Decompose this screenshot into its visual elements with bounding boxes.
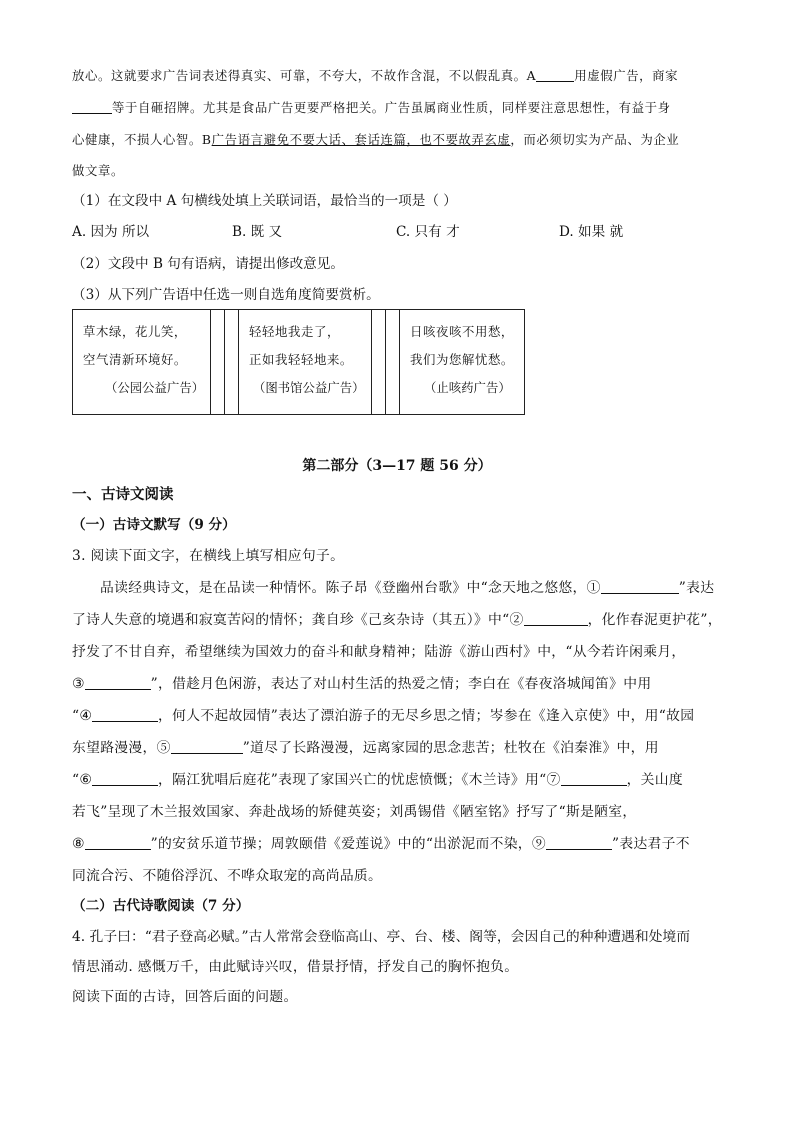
underlined-sentence-b: 广告语言避免不要大话、套话连篇，也不要故弄玄虚 [211,132,511,147]
table-divider [225,310,239,415]
ad-caption: （公园公益广告） [105,380,205,395]
table-divider [211,310,225,415]
answer-blank-6[interactable] [92,771,158,786]
ad-cell-park [73,310,211,415]
answer-blank-4[interactable] [92,707,158,722]
passage-text: “⑥ [72,772,93,788]
intro-text: 用虚假广告，商家 [574,68,679,83]
intro-text: ，而必须切实为产品、为企业 [510,132,680,147]
question-4-line-2: 情思涌动. 感慨万千，由此赋诗兴叹，借景抒情，抒发自己的胸怀抱负。 [72,959,519,975]
passage-line-5 [72,706,694,726]
answer-blank[interactable] [536,67,574,82]
intro-text: 放心。这就要求广告词表述得真实、可靠，不夸大，不故作含混，不以假乱真。A [72,68,537,83]
answer-blank-3[interactable] [85,675,151,690]
ad-slogans-table [72,309,525,415]
passage-text: ”表达 [678,580,715,596]
passage-line-2 [72,610,722,630]
passage-text: 品读经典诗文，是在品读一种情怀。陈子昂《登幽州台歌》中“念天地之悠悠，① [100,580,601,596]
intro-line-3 [72,130,679,150]
passage-line-3: 抒发了不甘自弃，希望继续为国效力的奋斗和献身精神；陆游《游山西村》中，“从今若许闲乘月， [72,644,686,660]
question-3-stem: （3）从下列广告语中任选一则自选角度简要赏析。 [72,287,380,303]
passage-text: ，关山度 [626,772,683,788]
passage-text: “④ [72,708,93,724]
answer-blank-9[interactable] [546,835,612,850]
option-a[interactable]: A. 因为 所以 [72,224,150,240]
passage-text: ③ [72,676,85,692]
answer-blank[interactable] [72,99,112,114]
ad-line: 草木绿，花儿笑， [83,324,187,339]
passage-text: 了诗人失意的境遇和寂寞苦闷的情怀；龚自珍《己亥杂诗（其五）》中“② [72,612,524,628]
option-c[interactable]: C. 只有 才 [396,224,460,240]
question-3-main-stem: 3. 阅读下面文字，在横线上填写相应句子。 [72,548,345,564]
table-divider [372,310,386,415]
ad-line: 我们为您解忧愁。 [410,352,514,367]
question-1-stem: （1）在文段中 A 句横线处填上关联词语，最恰当的一项是（ ） [72,193,457,209]
passage-text: ”道尽了长路漫漫，远离家园的思念悲苦；杜牧在《泊秦淮》中，用 [242,740,659,756]
answer-blank-8[interactable] [85,835,151,850]
option-d[interactable]: D. 如果 就 [559,224,624,240]
intro-text: 心健康，不损人心智。B [72,132,212,147]
passage-line-9 [72,834,690,854]
passage-line-6 [72,738,659,758]
passage-text: ”，借趁月色闲游，表达了对山村生活的热爱之情；李白在《春夜洛城闻笛》中用 [150,676,652,692]
passage-text: ”表达君子不 [612,836,690,852]
passage-line-8: 若飞”呈现了木兰报效国家、奔赴战场的矫健英姿；刘禹锡借《陋室铭》抒写了“斯是陋室， [72,804,637,820]
ad-caption: （止咳药广告） [424,380,511,395]
ad-line: 正如我轻轻地来。 [249,352,353,367]
answer-blank-1[interactable] [601,579,679,594]
intro-line-4: 做文章。 [72,163,124,178]
option-b[interactable]: B. 既 又 [232,224,283,240]
intro-text: 等于自砸招牌。尤其是食品广告更要严格把关。广告虽属商业性质，同样要注意思想性，有益于身 [112,100,671,115]
intro-line-2 [72,98,671,118]
passage-text: ”的安贫乐道节操；周敦颐借《爱莲说》中的“出淤泥而不染，⑨ [150,836,546,852]
passage-line-4 [72,674,651,694]
ad-line: 日咳夜咳不用愁， [410,324,514,339]
intro-line-1 [72,66,678,86]
passage-text: ，化作春泥更护花”， [587,612,722,628]
question-2-stem: （2）文段中 B 句有语病，请提出修改意见。 [72,256,344,272]
ad-line: 空气清新环境好。 [83,352,187,367]
table-divider [386,310,400,415]
question-4-line-1: 4. 孔子曰：“君子登高必赋。”古人常常会登临高山、亭、台、楼、阁等，会因自己的种种遭遇和处境而 [72,929,691,945]
section-1-title: 一、古诗文阅读 [72,486,174,503]
passage-line-1 [100,578,714,598]
passage-text: 东望路漫漫，⑤ [72,740,171,756]
ad-line: 轻轻地我走了， [249,324,340,339]
question-4-line-3: 阅读下面的古诗，回答后面的问题。 [72,989,298,1005]
passage-line-7 [72,770,683,790]
question-1-options [72,222,732,242]
answer-blank-7[interactable] [561,771,627,786]
part-2-title: 第二部分（3—17 题 56 分） [302,458,492,474]
passage-text: ，何人不起故园情”表达了漂泊游子的无尽乡思之情；岑参在《逢入京使》中，用“故园 [158,708,695,724]
subsection-1-title: （一）古诗文默写（9 分） [72,517,236,533]
ad-cell-library [239,310,372,415]
answer-blank-5[interactable] [171,739,243,754]
ad-caption: （图书馆公益广告） [253,380,365,395]
passage-line-10: 同流合污、不随俗浮沉、不哗众取宠的高尚品质。 [72,868,383,884]
subsection-2-title: （二）古代诗歌阅读（7 分） [72,898,250,914]
passage-text: ，隔江犹唱后庭花”表现了家国兴亡的忧虑愤慨；《木兰诗》用“⑦ [158,772,561,788]
ad-cell-cough [400,310,525,415]
answer-blank-2[interactable] [524,611,588,626]
passage-text: ⑧ [72,836,85,852]
